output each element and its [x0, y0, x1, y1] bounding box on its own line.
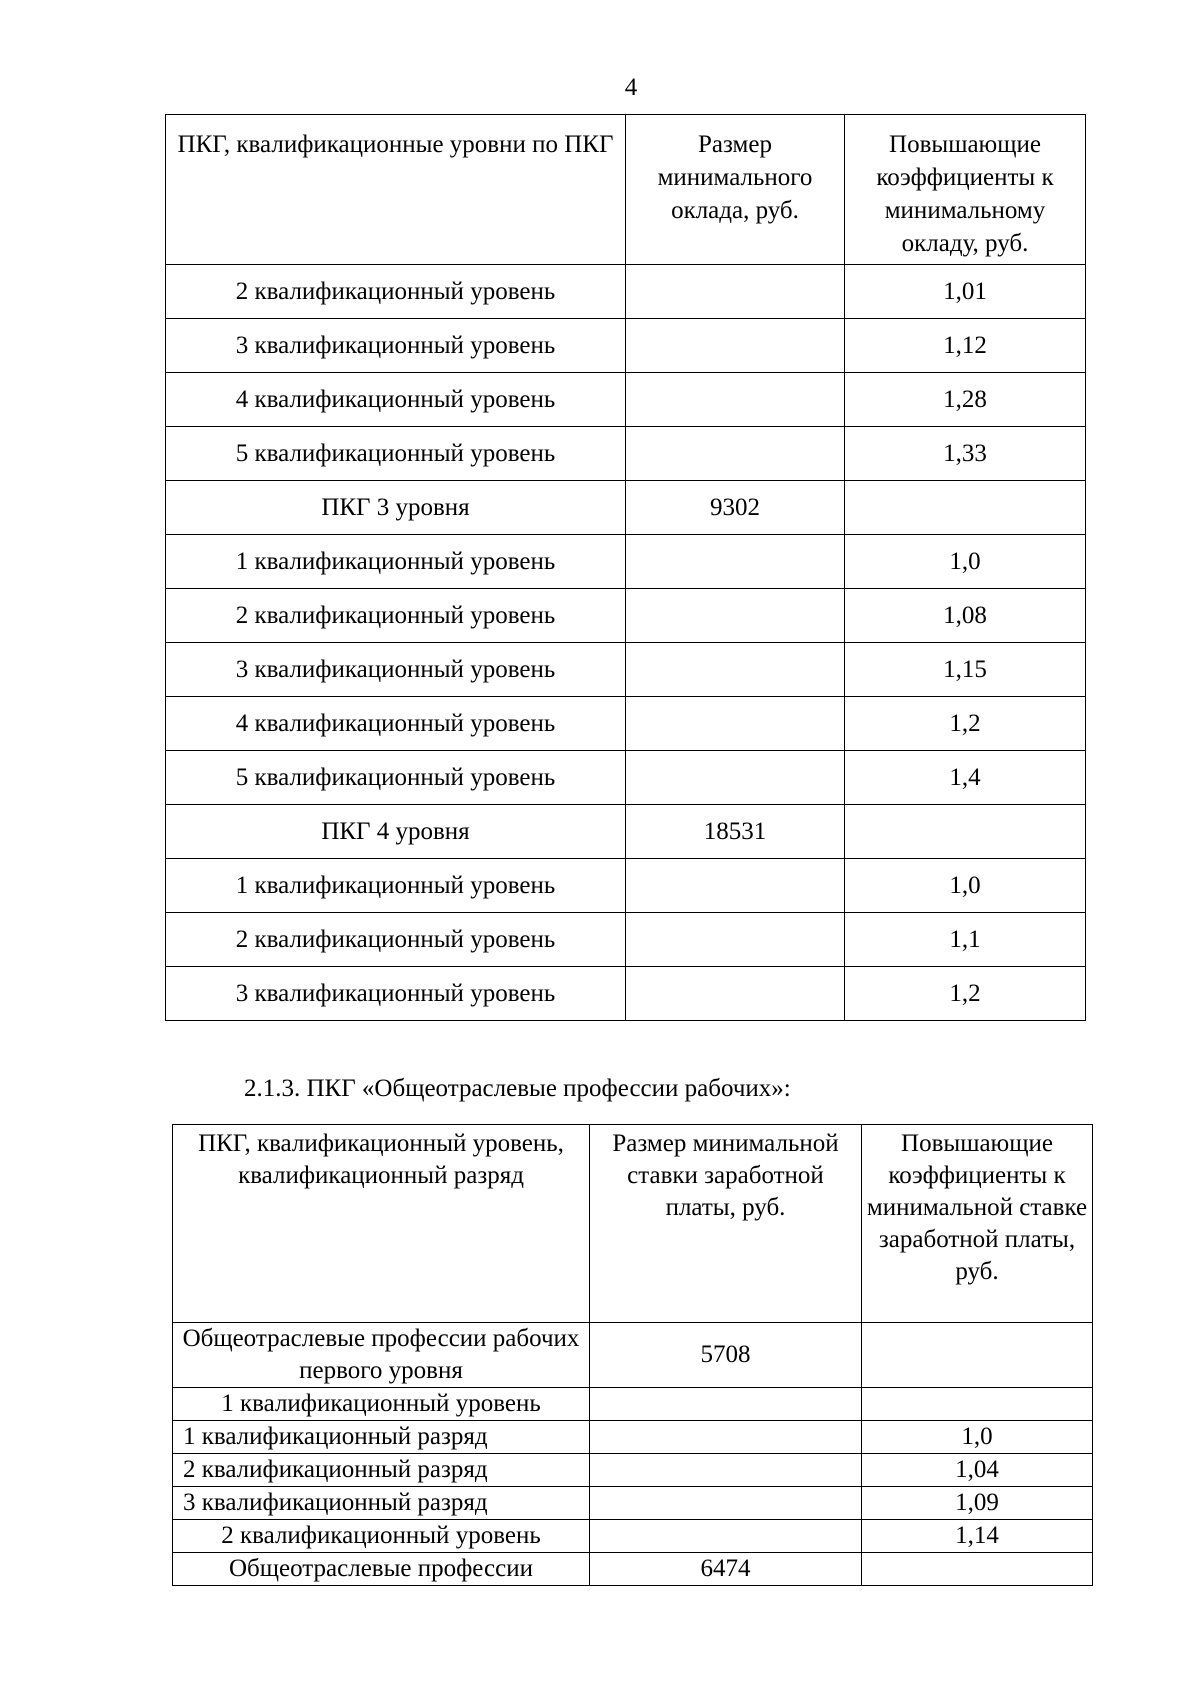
cell-level-name: 1 квалификационный уровень — [166, 535, 626, 589]
table-row — [166, 967, 1086, 1021]
table-row — [166, 751, 1086, 805]
cell-min-rate — [590, 1520, 862, 1553]
table-row-group — [173, 1323, 1093, 1388]
cell-min-rate: 5708 — [590, 1323, 862, 1388]
cell-group-name: Общеотраслевые профессии — [173, 1553, 590, 1586]
cell-min-rate — [590, 1487, 862, 1520]
cell-coefficient: 1,33 — [845, 427, 1086, 481]
cell-level-name: 5 квалификационный уровень — [166, 427, 626, 481]
cell-min-salary — [626, 967, 845, 1021]
cell-level-name: 3 квалификационный уровень — [166, 967, 626, 1021]
cell-level-name: 2 квалификационный уровень — [166, 589, 626, 643]
header-pkg-rank: ПКГ, квалификационный уровень, квалификационный разряд — [173, 1125, 590, 1323]
cell-coefficient — [862, 1323, 1093, 1388]
cell-min-rate: 6474 — [590, 1553, 862, 1586]
table-row — [166, 319, 1086, 373]
table-header-row — [166, 115, 1086, 265]
cell-group-name: ПКГ 3 уровня — [166, 481, 626, 535]
cell-level-name: 1 квалификационный уровень — [166, 859, 626, 913]
cell-rank-name: 2 квалификационный разряд — [173, 1454, 590, 1487]
cell-rank-name: 3 квалификационный разряд — [173, 1487, 590, 1520]
cell-min-salary: 18531 — [626, 805, 845, 859]
table-row — [166, 643, 1086, 697]
cell-level-name: 2 квалификационный уровень — [173, 1520, 590, 1553]
cell-coefficient: 1,0 — [845, 859, 1086, 913]
cell-coefficient: 1,28 — [845, 373, 1086, 427]
cell-level-name: 3 квалификационный уровень — [166, 319, 626, 373]
cell-level-name: 2 квалификационный уровень — [166, 265, 626, 319]
cell-coefficient: 1,12 — [845, 319, 1086, 373]
cell-min-salary — [626, 859, 845, 913]
cell-level-name: 4 квалификационный уровень — [166, 697, 626, 751]
cell-group-name: Общеотраслевые профессии рабочих первого уровня — [173, 1323, 590, 1388]
table-row — [173, 1487, 1093, 1520]
cell-min-salary — [626, 913, 845, 967]
cell-coefficient: 1,0 — [862, 1421, 1093, 1454]
salary-table-1 — [165, 114, 1086, 1021]
table-row-group — [166, 805, 1086, 859]
cell-level-name: 2 квалификационный уровень — [166, 913, 626, 967]
cell-min-salary — [626, 751, 845, 805]
table-row — [166, 535, 1086, 589]
cell-min-salary — [626, 373, 845, 427]
cell-min-salary — [626, 265, 845, 319]
table-row-group — [173, 1553, 1093, 1586]
cell-min-salary — [626, 589, 845, 643]
cell-coefficient: 1,08 — [845, 589, 1086, 643]
salary-table-2 — [172, 1124, 1093, 1586]
table-row — [173, 1454, 1093, 1487]
table-header-row — [173, 1125, 1093, 1323]
cell-coefficient: 1,2 — [845, 697, 1086, 751]
header-min-rate: Размер минимальной ставки заработной платы, руб. — [590, 1125, 862, 1323]
table-row — [166, 589, 1086, 643]
cell-group-name: ПКГ 4 уровня — [166, 805, 626, 859]
cell-coefficient — [862, 1388, 1093, 1421]
table-row — [173, 1520, 1093, 1553]
cell-coefficient: 1,0 — [845, 535, 1086, 589]
cell-coefficient — [845, 805, 1086, 859]
cell-min-salary: 9302 — [626, 481, 845, 535]
table-row — [166, 373, 1086, 427]
cell-coefficient: 1,09 — [862, 1487, 1093, 1520]
cell-min-rate — [590, 1421, 862, 1454]
header-min-salary: Размер минимального оклада, руб. — [626, 115, 845, 265]
header-pkg-levels: ПКГ, квалификационные уровни по ПКГ — [166, 115, 626, 265]
table-row — [173, 1388, 1093, 1421]
cell-min-rate — [590, 1454, 862, 1487]
cell-coefficient: 1,04 — [862, 1454, 1093, 1487]
cell-min-salary — [626, 535, 845, 589]
header-coefficients: Повышающие коэффициенты к минимальной ставке заработной платы, руб. — [862, 1125, 1093, 1323]
cell-min-salary — [626, 643, 845, 697]
cell-level-name: 5 квалификационный уровень — [166, 751, 626, 805]
cell-level-name: 3 квалификационный уровень — [166, 643, 626, 697]
cell-coefficient: 1,01 — [845, 265, 1086, 319]
cell-level-name: 4 квалификационный уровень — [166, 373, 626, 427]
table-row-group — [166, 481, 1086, 535]
table-row — [166, 697, 1086, 751]
cell-min-rate — [590, 1388, 862, 1421]
cell-rank-name: 1 квалификационный разряд — [173, 1421, 590, 1454]
table-row — [166, 265, 1086, 319]
table-row — [173, 1421, 1093, 1454]
page-number: 4 — [624, 74, 638, 101]
cell-coefficient — [862, 1553, 1093, 1586]
header-coefficients: Повышающие коэффициенты к минимальному окладу, руб. — [845, 115, 1086, 265]
cell-coefficient: 1,1 — [845, 913, 1086, 967]
cell-coefficient: 1,15 — [845, 643, 1086, 697]
table-row — [166, 913, 1086, 967]
cell-coefficient — [845, 481, 1086, 535]
table-row — [166, 859, 1086, 913]
cell-min-salary — [626, 697, 845, 751]
cell-coefficient: 1,2 — [845, 967, 1086, 1021]
cell-coefficient: 1,4 — [845, 751, 1086, 805]
cell-min-salary — [626, 427, 845, 481]
cell-level-name: 1 квалификационный уровень — [173, 1388, 590, 1421]
section-heading: 2.1.3. ПКГ «Общеотраслевые профессии рабочих»: — [244, 1075, 791, 1102]
cell-min-salary — [626, 319, 845, 373]
table-row — [166, 427, 1086, 481]
cell-coefficient: 1,14 — [862, 1520, 1093, 1553]
